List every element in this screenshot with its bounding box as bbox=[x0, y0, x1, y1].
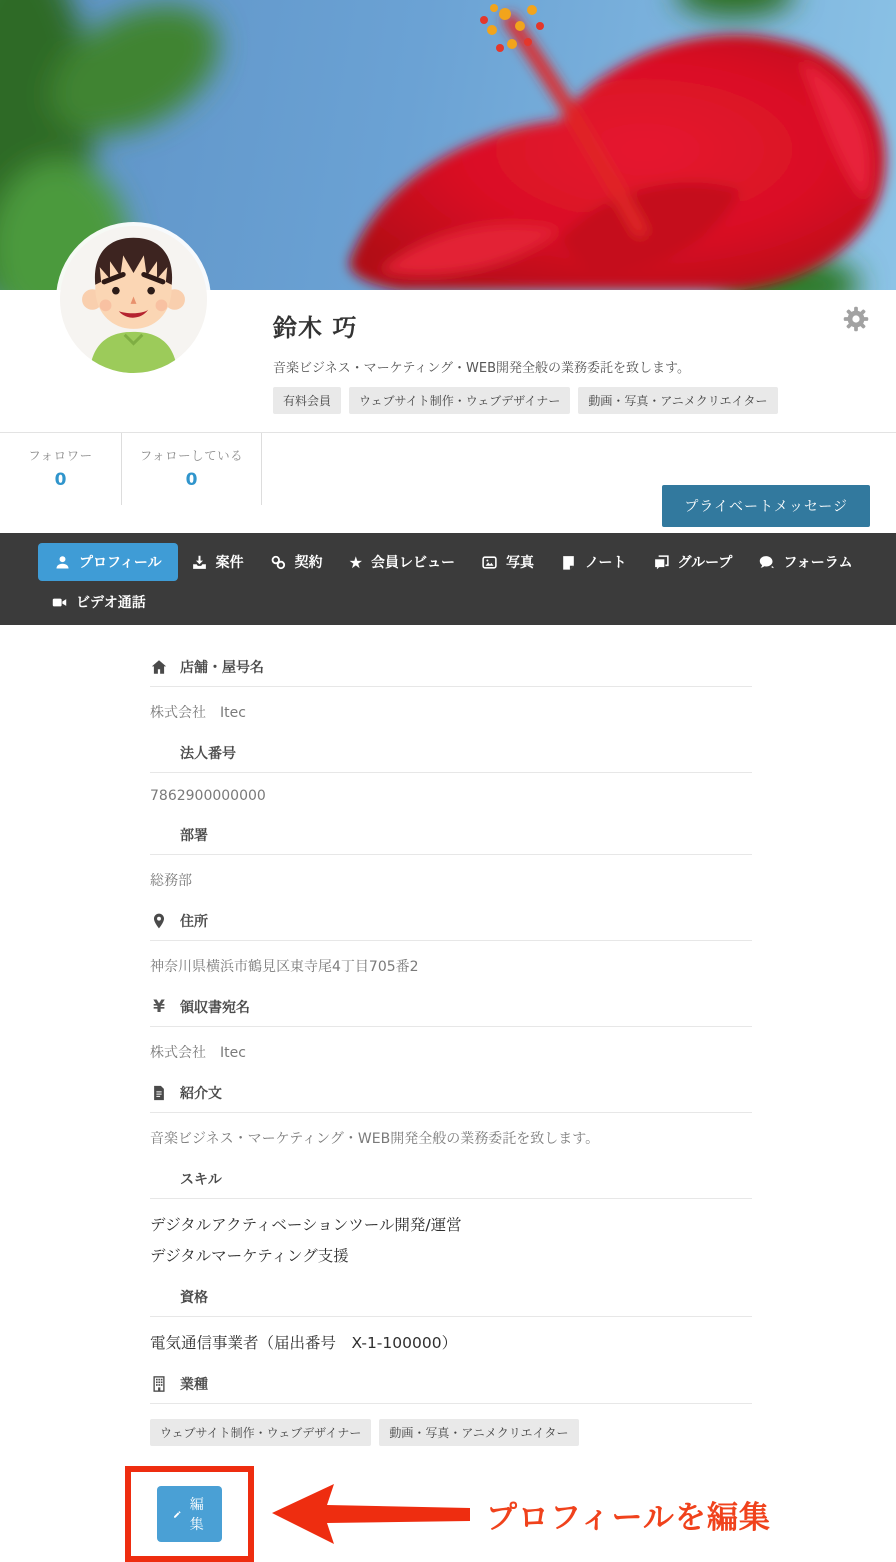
tab-label: ノート bbox=[584, 555, 627, 571]
divider bbox=[150, 772, 752, 773]
tab-groups[interactable] bbox=[640, 543, 746, 581]
forum-icon bbox=[758, 554, 775, 571]
section-label-introduction: 紹介文 bbox=[150, 1083, 752, 1103]
section-label-industry: 業種 bbox=[150, 1374, 752, 1394]
profile-description: 音楽ビジネス・マーケティング・WEB開発全般の業務委託を致します。 bbox=[273, 361, 690, 376]
tab-contracts[interactable] bbox=[257, 543, 336, 581]
link-icon bbox=[270, 554, 287, 571]
annotation-highlight-box bbox=[125, 1466, 254, 1562]
divider bbox=[150, 686, 752, 687]
photo-icon bbox=[481, 554, 498, 571]
badge-category-1[interactable]: ウェブサイト制作・ウェブデザイナー bbox=[349, 387, 570, 414]
industry-tag-2[interactable]: 動画・写真・アニメクリエイター bbox=[379, 1419, 578, 1446]
divider bbox=[150, 1403, 752, 1404]
tab-label: 会員レビュー bbox=[370, 555, 455, 571]
tab-forum[interactable] bbox=[745, 543, 865, 581]
profile-header bbox=[0, 290, 896, 433]
map-pin-icon bbox=[150, 912, 168, 930]
edit-annotation-row bbox=[125, 1466, 771, 1562]
following-count[interactable]: 0 bbox=[185, 470, 198, 490]
divider bbox=[150, 940, 752, 941]
note-icon bbox=[560, 554, 577, 571]
following-label: フォローしている bbox=[139, 448, 244, 463]
tab-video-call[interactable] bbox=[38, 583, 159, 621]
divider bbox=[150, 1198, 752, 1199]
annotation-arrow-icon bbox=[272, 1482, 470, 1546]
divider bbox=[150, 1112, 752, 1113]
document-icon bbox=[150, 1084, 168, 1102]
profile-name: 鈴木 巧 bbox=[273, 314, 358, 342]
section-label-department: 部署 bbox=[180, 828, 208, 844]
shop-name-value: 株式会社 Itec bbox=[150, 705, 246, 721]
tab-projects[interactable] bbox=[178, 543, 257, 581]
divider bbox=[150, 854, 752, 855]
profile-badges bbox=[273, 387, 833, 414]
badge-membership[interactable]: 有料会員 bbox=[273, 387, 341, 414]
qualification-value: 電気通信事業者（届出番号 X-1-100000） bbox=[150, 1334, 458, 1352]
tab-label: 契約 bbox=[294, 555, 323, 571]
home-icon bbox=[150, 658, 168, 676]
annotation-text: プロフィールを編集 bbox=[486, 1499, 771, 1536]
stats-bar bbox=[0, 433, 896, 533]
followers-stat bbox=[0, 433, 122, 505]
tab-notes[interactable] bbox=[547, 543, 640, 581]
address-value: 神奈川県横浜市鶴見区東寺尾4丁目705番2 bbox=[150, 959, 419, 975]
divider bbox=[150, 1026, 752, 1027]
tab-photos[interactable] bbox=[468, 543, 547, 581]
edit-button[interactable]: 編集 bbox=[157, 1486, 222, 1542]
industry-tag-1[interactable]: ウェブサイト制作・ウェブデザイナー bbox=[150, 1419, 371, 1446]
following-stat bbox=[122, 433, 262, 505]
yen-icon: ¥ bbox=[153, 997, 165, 1017]
badge-category-2[interactable]: 動画・写真・アニメクリエイター bbox=[578, 387, 777, 414]
section-label-skills: スキル bbox=[180, 1172, 222, 1188]
skill-value: デジタルマーケティング支援 bbox=[150, 1247, 349, 1265]
section-label-corporate-number: 法人番号 bbox=[180, 746, 236, 762]
followers-label: フォロワー bbox=[28, 448, 93, 463]
avatar[interactable] bbox=[60, 226, 207, 373]
profile-nav bbox=[0, 533, 896, 625]
tab-label: グループ bbox=[677, 555, 733, 571]
section-label-address: 住所 bbox=[150, 911, 752, 931]
gear-icon[interactable] bbox=[842, 305, 870, 333]
section-label-shop-name: 店舗・屋号名 bbox=[150, 657, 752, 677]
tab-label: フォーラム bbox=[783, 555, 853, 571]
tab-label: プロフィール bbox=[79, 555, 162, 571]
profile-details bbox=[0, 625, 896, 1562]
receipt-name-value: 株式会社 Itec bbox=[150, 1045, 246, 1061]
tab-profile[interactable] bbox=[38, 543, 178, 581]
user-icon bbox=[54, 554, 71, 571]
tab-label: ビデオ通話 bbox=[76, 595, 146, 611]
section-label-qualifications: 資格 bbox=[180, 1290, 208, 1306]
video-icon bbox=[51, 594, 68, 611]
pencil-icon bbox=[173, 1508, 182, 1521]
department-value: 総務部 bbox=[150, 873, 192, 889]
avatar-illustration bbox=[60, 226, 207, 373]
skill-value: デジタルアクティベーションツール開発/運営 bbox=[150, 1216, 462, 1234]
tab-label: 写真 bbox=[505, 555, 534, 571]
inbox-download-icon bbox=[191, 554, 208, 571]
tab-reviews[interactable] bbox=[336, 543, 468, 581]
star-icon: ★ bbox=[348, 552, 363, 572]
introduction-value: 音楽ビジネス・マーケティング・WEB開発全般の業務委託を致します。 bbox=[150, 1131, 600, 1147]
industry-tags bbox=[150, 1419, 752, 1446]
corporate-number-value: 7862900000000 bbox=[150, 788, 266, 804]
tab-label: 案件 bbox=[215, 555, 244, 571]
divider bbox=[150, 1316, 752, 1317]
private-message-button[interactable]: プライベートメッセージ bbox=[662, 485, 870, 527]
followers-count[interactable]: 0 bbox=[54, 470, 67, 490]
group-icon bbox=[653, 554, 670, 571]
section-label-receipt-name: ¥ 領収書宛名 bbox=[150, 997, 752, 1017]
building-icon bbox=[150, 1375, 168, 1393]
